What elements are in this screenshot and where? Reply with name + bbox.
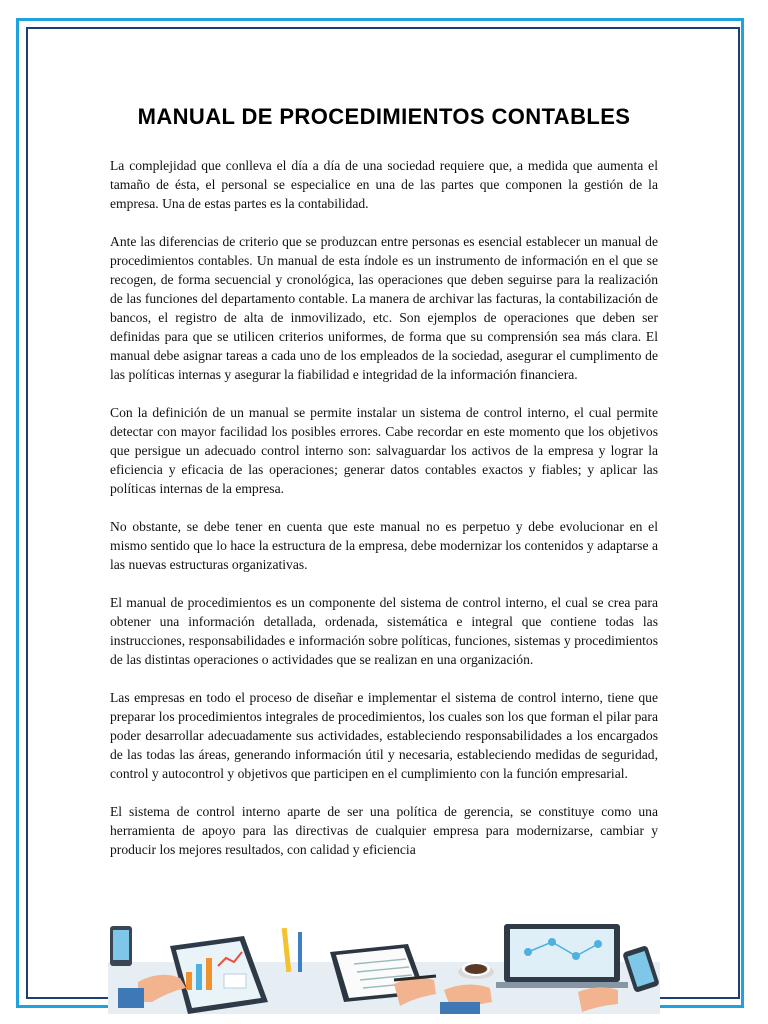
laptop-icon (496, 924, 628, 988)
paragraph-3: Con la definición de un manual se permite instalar un sistema de control interno, el cual permite detectar con mayor facilidad los posibles errores. Cabe recordar en este momento que los objetivos que persigue un adecuado control interno son: salvaguardar los activos de la empresa y lograr la eficiencia y eficacia de las operaciones; generar datos contables exactos y fiables; y aplicar las políticas internas de la empresa. (110, 405, 658, 497)
paragraph-4: No obstante, se debe tener en cuenta que este manual no es perpetuo y debe evolucionar en el mismo sentido que lo hace la estructura de la empresa, debe modernizar los contenidos y adaptarse a las nuevas estructuras organizativas. (110, 519, 658, 573)
document-body (110, 156, 658, 877)
paragraph-1: La complejidad que conlleva el día a día de una sociedad requiere que, a medida que aumenta el tamaño de ésta, el personal se especialice en una de las partes que componen la gestión de la empresa. Una de estas partes es la contabilidad. (110, 158, 658, 212)
paragraph-2: Ante las diferencias de criterio que se produzcan entre personas es esencial establecer un manual de procedimientos contables. Un manual de esta índole es un instrumento de información en el que se recogen, de forma secuencial y cronológica, las operaciones que deben seguirse para la realización de las funciones del departamento contable. La manera de archivar las facturas, la contabilización de bancos, el registro de alta de inmovilizado, etc. Son ejemplos de operaciones que deben ser definidas para que se utilicen criterios uniformes, de forma que su comprensión sea más clara. El manual debe asignar tareas a cada uno de los empleados de la sociedad, asegurar el cumplimento de las políticas internas y asegurar la fiabilidad e integridad de la información financiera. (110, 233, 658, 383)
paragraph-5: El manual de procedimientos es un componente del sistema de control interno, el cual se crea para obtener una información detallada, ordenada, sistemática e integral que contiene todas las instrucciones, responsabilidades e información sobre políticas, funciones, sistemas y procedimientos de las distintas operaciones o actividades que se realizan en una organización. (110, 594, 658, 668)
paragraph-7: El sistema de control interno aparte de ser una política de gerencia, se constituye como una herramienta de apoyo para las directivas de cualquier empresa para modernizarse, cambiar y producir los mejores resultados, con calidad y eficiencia (110, 803, 658, 857)
business-desk-illustration (108, 922, 660, 1014)
tablet-icon (110, 926, 132, 966)
paragraph-6: Las empresas en todo el proceso de diseñar e implementar el sistema de control interno, tiene que preparar los procedimientos integrales de procedimientos, los cuales son los que forman el pilar para poder desarrollar adecuadamente sus actividades, estableciendo responsabilidades a los encargados de las todas las áreas, generando información útil y necesaria, estableciendo medidas de seguridad, control y autocontrol y objetivos que participen en el cumplimiento con la función empresarial. (110, 689, 658, 782)
document-title: MANUAL DE PROCEDIMIENTOS CONTABLES (137, 104, 631, 129)
